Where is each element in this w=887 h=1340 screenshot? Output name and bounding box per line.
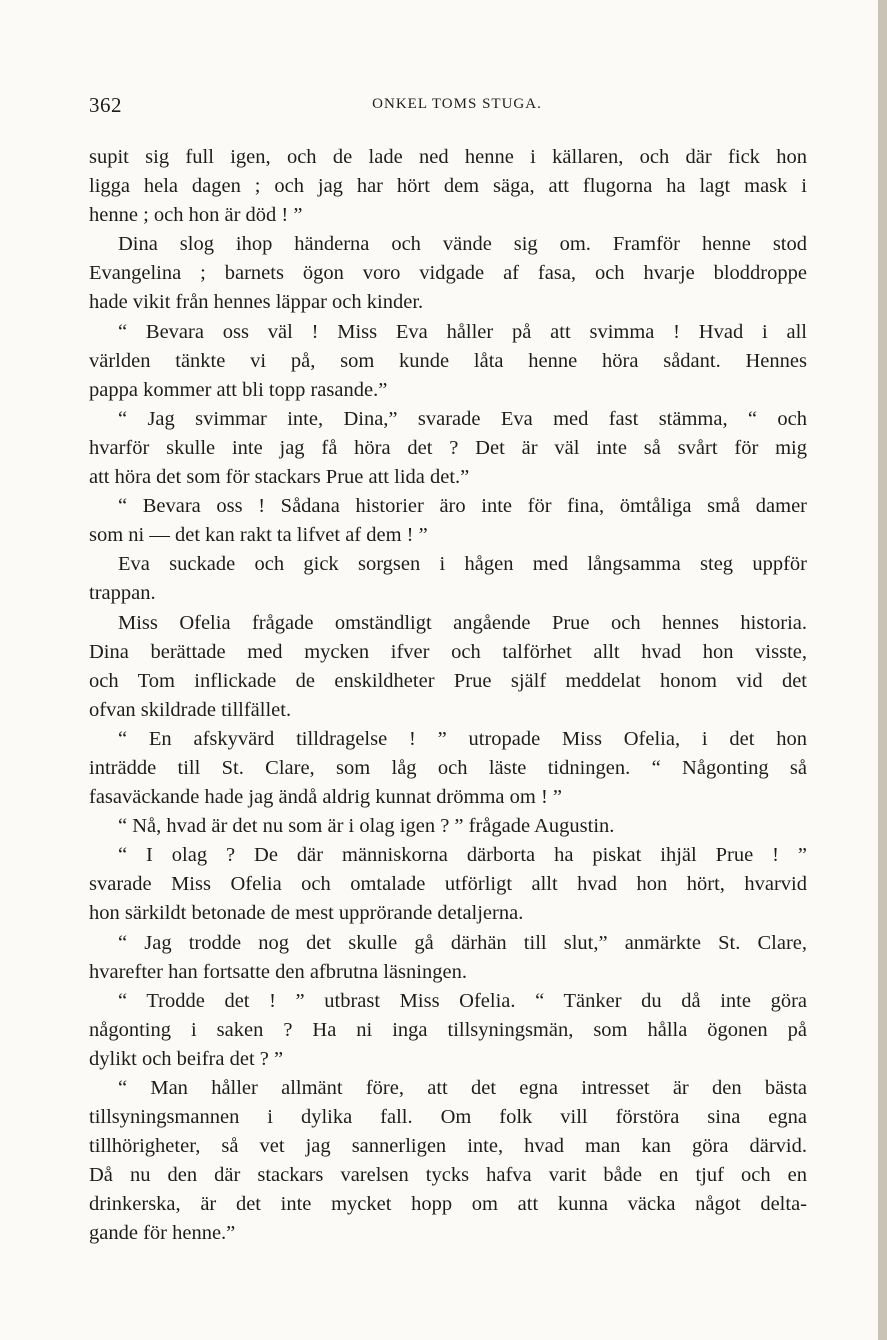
text-line: hade vikit från hennes läppar och kinder. <box>89 291 424 314</box>
text-line: “ Jag trodde nog det skulle gå därhän till slut,” anmärkte St. Clare, <box>118 931 807 954</box>
text-line: och Tom inflickade de enskildheter Prue själf meddelat honom vid det <box>89 669 807 692</box>
running-title: ONKEL TOMS STUGA. <box>372 96 542 112</box>
text-line: tillhörigheter, så vet jag sannerligen inte, hvad man kan göra därvid. <box>89 1135 807 1158</box>
text-line: “ I olag ? De där människorna därborta ha piskat ihjäl Prue ! ” <box>118 844 807 867</box>
text-line: supit sig full igen, och de lade ned henne i källaren, och där fick hon <box>89 146 807 168</box>
text-line: tillsyningsmannen i dylika fall. Om folk vill förstöra sina egna <box>89 1106 807 1129</box>
text-line: “ En afskyvärd tilldragelse ! ” utropade Miss Ofelia, i det hon <box>118 727 807 750</box>
text-line: hvarför skulle inte jag få höra det ? Det är väl inte så svårt för mig <box>89 436 807 459</box>
text-line: hon särkildt betonade de mest upprörande detaljerna. <box>89 902 524 925</box>
text-line: dylikt och beifra det ? ” <box>89 1047 284 1070</box>
text-line: Dina slog ihop händerna och vände sig om. Framför henne stod <box>118 233 807 256</box>
text-line: “ Jag svimmar inte, Dina,” svarade Eva med fast stämma, “ och <box>118 407 807 430</box>
text-line: svarade Miss Ofelia och omtalade utförligt allt hvad hon hört, hvarvid <box>89 873 807 896</box>
text-line: fasaväckande hade jag ändå aldrig kunnat drömma om ! ” <box>89 786 563 809</box>
text-line: “ Bevara oss väl ! Miss Eva håller på att svimma ! Hvad i all <box>118 320 807 343</box>
text-line: drinkerska, är det inte mycket hopp om att kunna väcka något delta- <box>89 1193 807 1216</box>
text-line: som ni — det kan rakt ta lifvet af dem ! ” <box>89 524 428 547</box>
text-line: världen tänkte vi på, som kunde låta henne höra sådant. Hennes <box>89 349 807 372</box>
text-line: Då nu den där stackars varelsen tycks hafva varit både en tjuf och en <box>89 1164 807 1187</box>
text-line: Eva suckade och gick sorgsen i hågen med långsamma steg uppför <box>118 553 807 576</box>
text-line: gande för henne.” <box>89 1222 236 1245</box>
text-line: att höra det som för stackars Prue att lida det.” <box>89 466 470 489</box>
page-number: 362 <box>89 93 122 117</box>
text-line: “ Nå, hvad är det nu som är i olag igen ? ” frågade Augustin. <box>118 815 615 838</box>
scan-edge <box>878 0 887 1340</box>
text-line: inträdde till St. Clare, som låg och läste tidningen. “ Någonting så <box>89 756 807 779</box>
text-line: Dina berättade med mycken ifver och talförhet allt hvad hon visste, <box>89 640 807 663</box>
page-header <box>89 93 807 121</box>
text-line: ligga hela dagen ; och jag har hört dem säga, att flugorna ha lagt mask i <box>89 175 807 198</box>
text-line: hvarefter han fortsatte den afbrutna läsningen. <box>89 960 467 983</box>
text-line: pappa kommer att bli topp rasande.” <box>89 378 388 401</box>
text-line: ofvan skildrade tillfället. <box>89 698 292 721</box>
text-line: “ Man håller allmänt före, att det egna intresset är den bästa <box>118 1077 807 1099</box>
text-line: “ Bevara oss ! Sådana historier äro inte för fina, ömtåliga små damer <box>118 495 807 518</box>
body-text <box>89 143 807 1249</box>
text-line: trappan. <box>89 582 156 605</box>
text-line: någonting i saken ? Ha ni inga tillsyningsmän, som hålla ögonen på <box>89 1018 807 1041</box>
text-line: henne ; och hon är död ! ” <box>89 204 303 227</box>
text-line: Miss Ofelia frågade omständligt angående Prue och hennes historia. <box>118 611 807 634</box>
text-line: Evangelina ; barnets ögon voro vidgade af fasa, och hvarje bloddroppe <box>89 262 807 285</box>
text-line: “ Trodde det ! ” utbrast Miss Ofelia. “ Tänker du då inte göra <box>118 989 807 1012</box>
